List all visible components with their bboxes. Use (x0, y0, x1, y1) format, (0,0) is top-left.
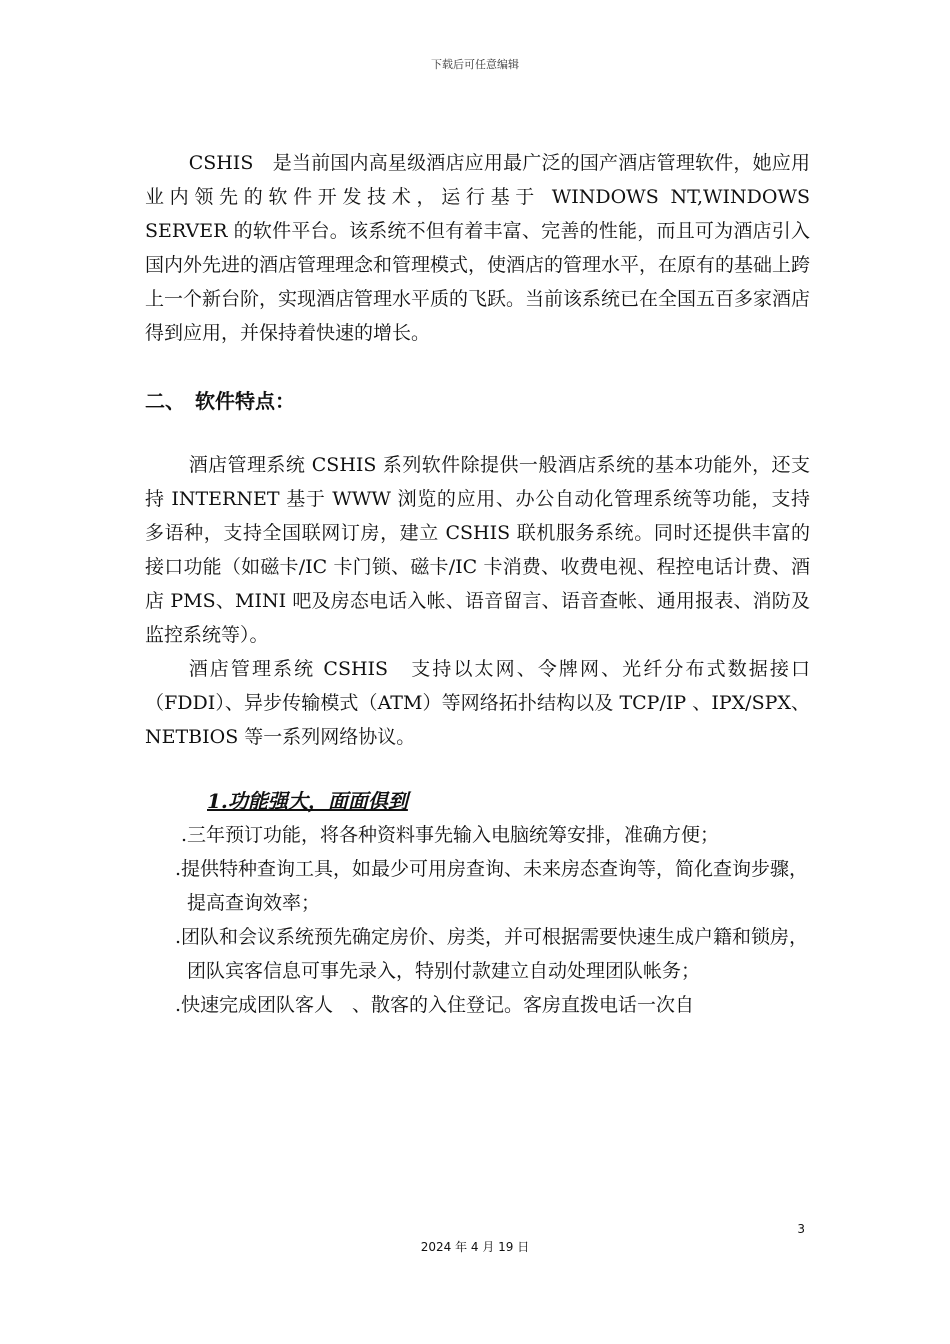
features-paragraph-2: 酒店管理系统 CSHIS 支持以太网、令牌网、光纤分布式数据接口（FDDI）、异步传输模式（ATM）等网络拓扑结构以及 TCP/IP 、IPX/SPX、NETBIOS 等一系列网络协议。 (145, 658, 810, 748)
list-item: .快速完成团队客人 、散客的入住登记。客房直拨电话一次自 (175, 994, 695, 1016)
page-number: 3 (797, 1222, 805, 1236)
feature-list (145, 818, 810, 1022)
features-paragraph-1: 酒店管理系统 CSHIS 系列软件除提供一般酒店系统的基本功能外，还支持 INTERNET 基于 WWW 浏览的应用、办公自动化管理系统等功能，支持多语种，支持全国联网订房，建立 CSHIS 联机服务系统。同时还提供丰富的接口功能（如磁卡/IC 卡门锁、磁卡/IC 卡消费、收费电视、程控电话计费、酒店 PMS、MINI 吧及房态电话入帐、语音留言、语音查帐、通用报表、消防及监控系统等）。 (145, 454, 810, 646)
footer-date: 2024 年 4 月 19 日 (420, 1240, 530, 1254)
page-header: 下载后可任意编辑 (431, 58, 519, 71)
intro-paragraph: CSHIS 是当前国内高星级酒店应用最广泛的国产酒店管理软件，她应用业内领先的软件开发技术，运行基于 WINDOWS NT,WINDOWS SERVER 的软件平台。该系统不但有着丰富、完善的性能，而且可为酒店引入国内外先进的酒店管理理念和管理模式，使酒店的管理水平，在原有的基础上跨上一个新台阶，实现酒店管理水平质的飞跃。当前该系统已在全国五百多家酒店得到应用，并保持着快速的增长。 (145, 152, 849, 344)
list-item: .三年预订功能，将各种资料事先输入电脑统筹安排，准确方便； (181, 824, 720, 846)
list-item: .团队和会议系统预先确定房价、房类，并可根据需要快速生成户籍和锁房，团队宾客信息可事先录入，特别付款建立自动处理团队帐务； (175, 926, 809, 982)
section-title: 二、 软件特点： (145, 389, 295, 413)
subsection-title: 1.功能强大，面面俱到 (207, 789, 408, 813)
document-body (145, 146, 849, 1022)
list-item: .提供特种查询工具，如最少可用房查询、未来房态查询等，简化查询步骤，提高查询效率； (175, 858, 809, 914)
